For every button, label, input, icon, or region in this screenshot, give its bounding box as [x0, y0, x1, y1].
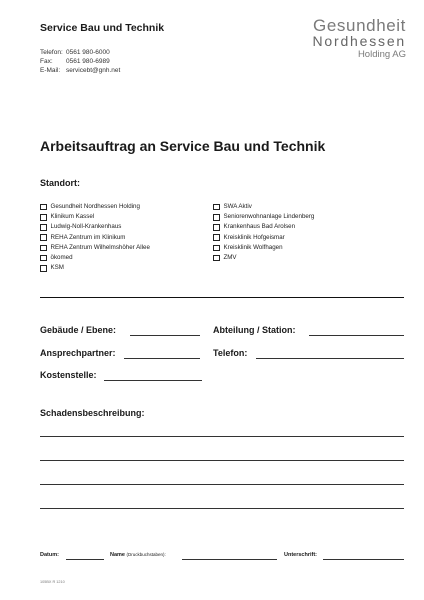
contact-value: 0561 980-6989 [66, 58, 110, 66]
contact-label: Fax: [40, 58, 53, 66]
logo-line-3: Holding AG [357, 49, 406, 60]
name-label-text: Name [110, 552, 125, 558]
ansprechpartner-field[interactable] [124, 358, 200, 359]
location-label: KSM [50, 264, 64, 272]
checkbox[interactable] [40, 234, 47, 241]
location-label: Kreisklinik Wolfhagen [223, 243, 283, 251]
description-line[interactable] [40, 484, 404, 485]
checkbox[interactable] [40, 245, 47, 252]
logo-line-1: Gesundheit [313, 16, 406, 35]
location-label: SWA Aktiv [223, 203, 252, 210]
department-name: Service Bau und Technik [40, 22, 165, 34]
location-label: REHA Zentrum Wilhelmshöher Allee [50, 243, 150, 251]
schaden-label: Schadensbeschreibung: [40, 408, 145, 418]
checkbox[interactable] [40, 255, 47, 262]
checkbox[interactable] [213, 245, 220, 252]
abteilung-field[interactable] [309, 335, 404, 336]
datum-label: Datum: [40, 552, 59, 558]
telefon-field[interactable] [256, 358, 404, 359]
contact-value: servicebt@gnh.net [66, 67, 121, 75]
location-label: Kreisklinik Hofgeismar [223, 233, 285, 241]
name-field[interactable] [182, 559, 277, 560]
location-option[interactable] [213, 202, 314, 212]
location-option[interactable] [40, 212, 150, 222]
location-option[interactable] [213, 243, 314, 253]
checkbox[interactable] [40, 204, 47, 211]
kostenstelle-label: Kostenstelle: [40, 370, 97, 380]
location-label: REHA Zentrum im Klinikum [50, 233, 126, 241]
unterschrift-label: Unterschrift: [284, 552, 318, 558]
location-option[interactable] [213, 212, 314, 222]
company-logo [313, 18, 407, 60]
location-option[interactable] [213, 253, 314, 263]
telefon-label: Telefon: [213, 348, 248, 358]
checkbox[interactable] [213, 234, 220, 241]
location-option[interactable] [40, 243, 150, 253]
form-title: Arbeitsauftrag an Service Bau und Technik [40, 138, 326, 154]
kostenstelle-field[interactable] [104, 380, 202, 381]
contact-phone [40, 48, 120, 57]
contact-email [40, 66, 120, 75]
gebaeude-label: Gebäude / Ebene: [40, 325, 117, 335]
form-code: 105BX R 1210 [40, 580, 65, 584]
contact-value: 0561 980-6000 [66, 49, 110, 56]
location-label: Ludwig-Noll-Krankenhaus [50, 223, 122, 231]
gebaeude-field[interactable] [130, 335, 200, 336]
location-option[interactable] [40, 233, 150, 243]
name-label-sub: (Druckbuchstaben): [126, 552, 166, 557]
name-label [110, 552, 166, 558]
abteilung-label: Abteilung / Station: [213, 325, 296, 335]
checkbox[interactable] [40, 214, 47, 221]
contact-label: Telefon: [40, 49, 63, 56]
description-line[interactable] [40, 436, 404, 437]
location-label: Seniorenwohnanlage Lindenberg [223, 213, 315, 221]
standort-label: Standort: [40, 178, 80, 188]
contact-label: E-Mail: [40, 67, 61, 75]
unterschrift-field[interactable] [323, 559, 404, 560]
ansprechpartner-label: Ansprechpartner: [40, 348, 116, 358]
checkbox[interactable] [213, 255, 220, 262]
checkbox[interactable] [213, 214, 220, 221]
location-label: ökomed [50, 254, 73, 262]
location-list-left [40, 202, 150, 273]
location-option[interactable] [40, 222, 150, 232]
location-option[interactable] [40, 202, 150, 212]
description-line[interactable] [40, 460, 404, 461]
description-line[interactable] [40, 508, 404, 509]
checkbox[interactable] [213, 224, 220, 231]
checkbox[interactable] [40, 224, 47, 231]
contact-block [40, 48, 120, 76]
location-option[interactable] [213, 233, 314, 243]
location-label: ZMV [223, 254, 237, 262]
datum-field[interactable] [66, 559, 104, 560]
checkbox[interactable] [213, 204, 220, 211]
location-list-right [213, 202, 314, 263]
location-label: Gesundheit Nordhessen Holding [50, 203, 140, 210]
logo-line-2: Nordhessen [312, 33, 406, 49]
contact-fax [40, 57, 120, 66]
location-label: Klinikum Kassel [50, 213, 95, 221]
location-option[interactable] [40, 263, 150, 273]
checkbox[interactable] [40, 265, 47, 272]
location-option[interactable] [213, 222, 314, 232]
location-option[interactable] [40, 253, 150, 263]
location-label: Krankenhaus Bad Arolsen [223, 223, 296, 231]
section-divider [40, 297, 404, 298]
